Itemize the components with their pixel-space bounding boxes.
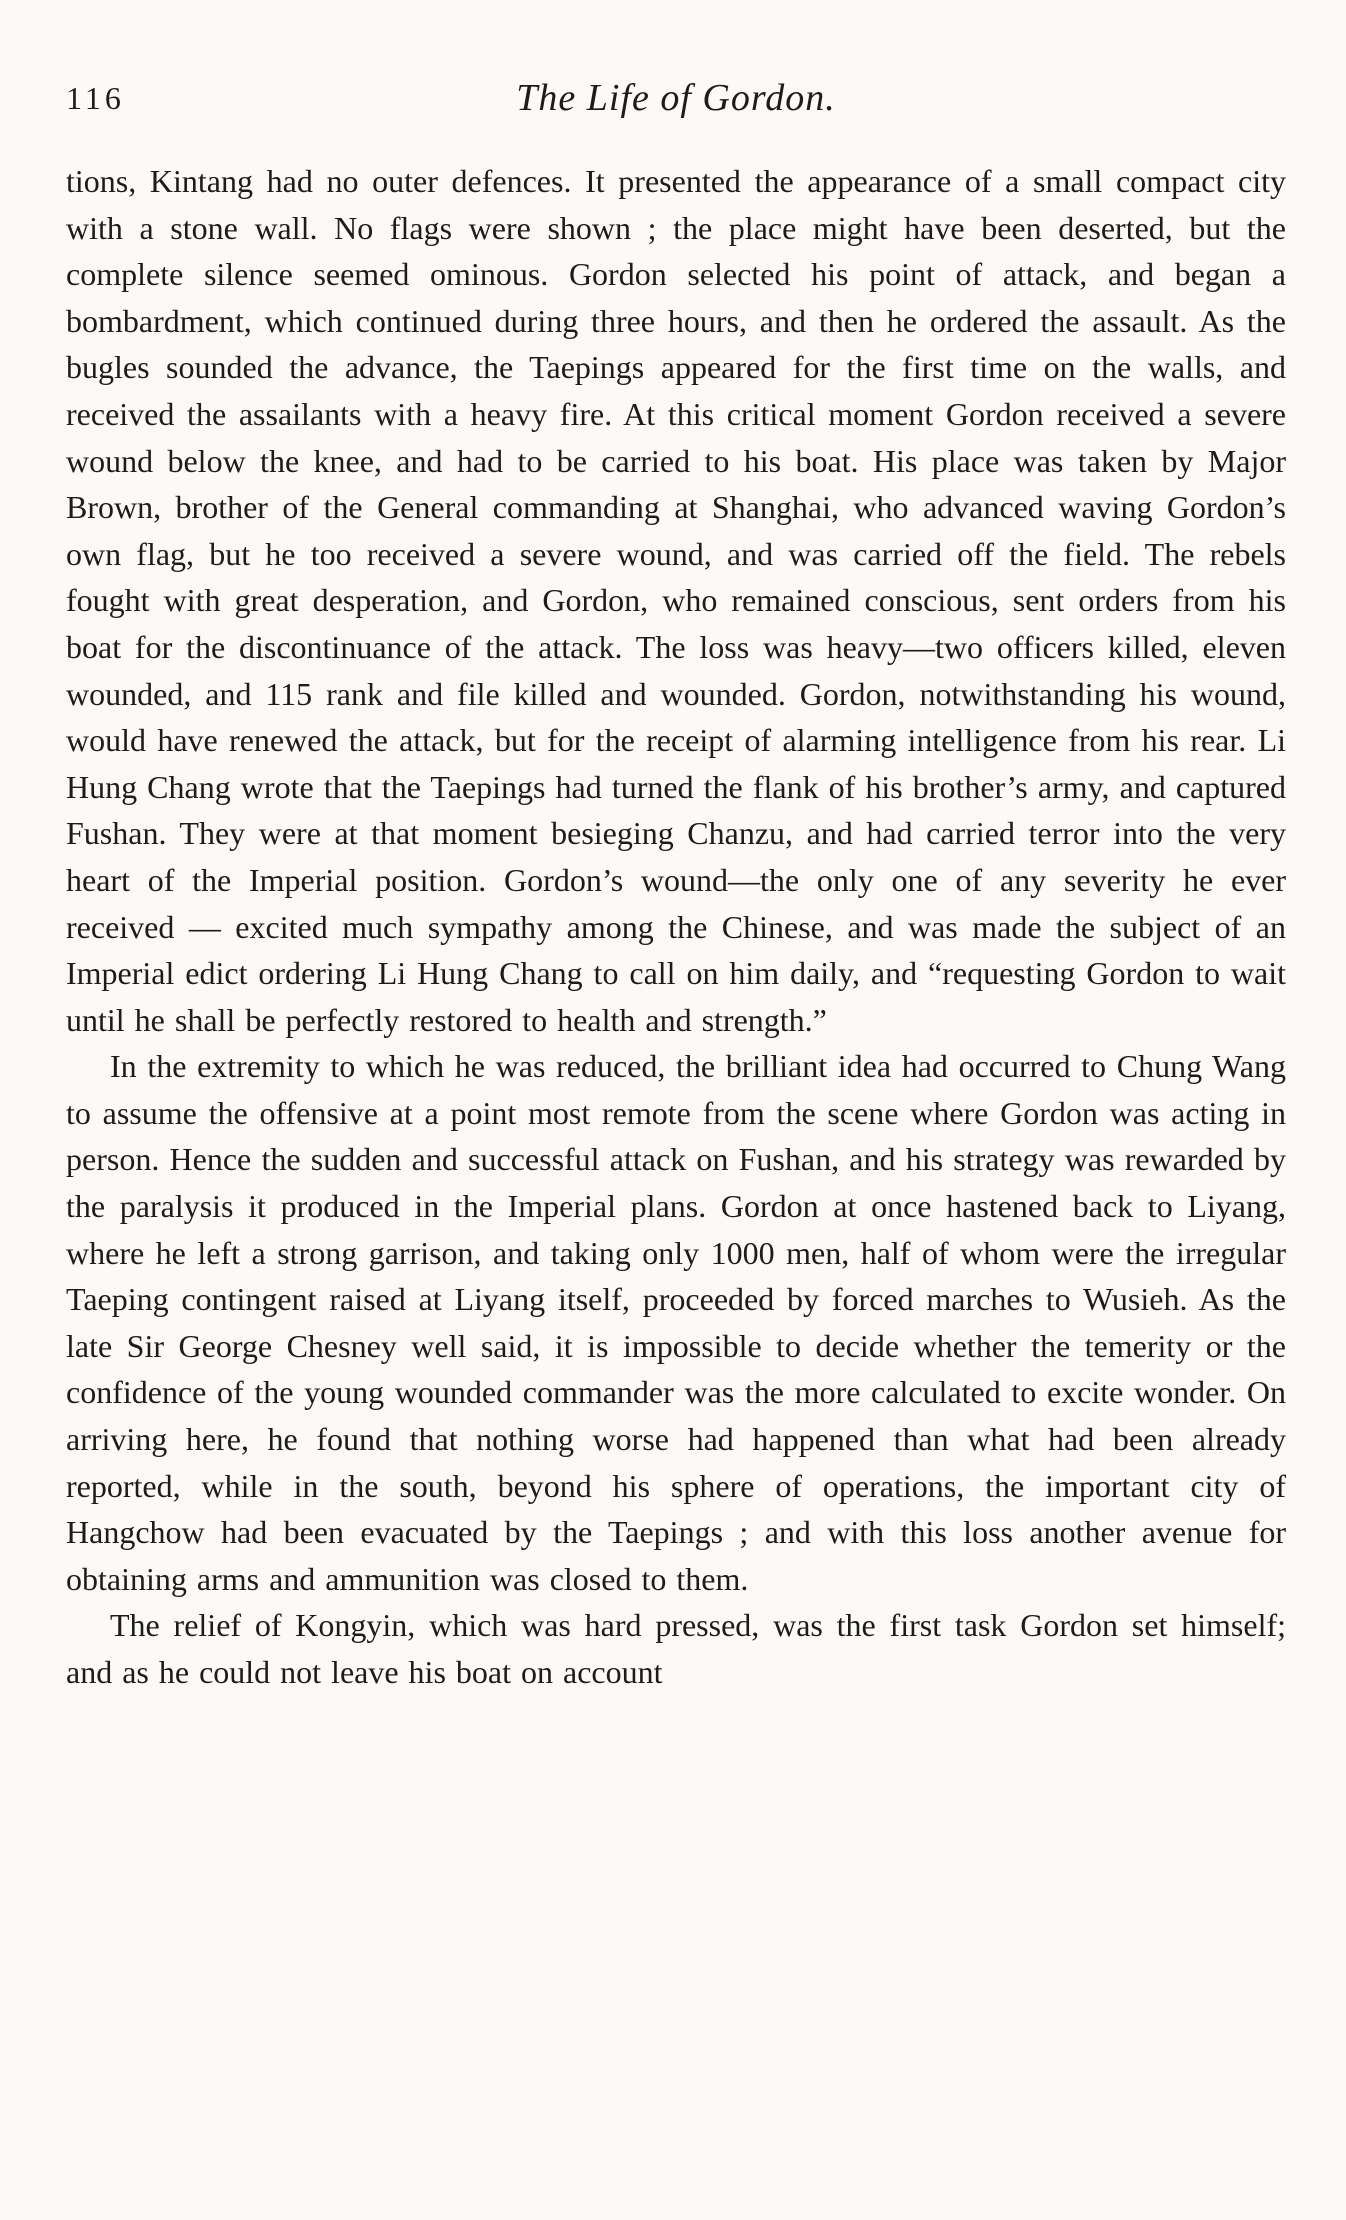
page-number: 116 [66, 80, 125, 116]
paragraph: In the extremity to which he was reduced, the brilliant idea had occurred to Chung Wang to assume the offensive at a point most remote from the scene where Gordon was acting in person. Hence the sudden and successful attack on Fushan, and his strategy was rewarded by the paralysis it produced in the Imperial plans. Gordon at once hastened back to Liyang, where he left a strong garrison, and taking only 1000 men, half of whom were the irregular Taeping contingent raised at Liyang itself, proceeded by forced marches to Wusieh. As the late Sir George Chesney well said, it is impossible to decide whether the temerity or the confidence of the young wounded commander was the more calculated to excite wonder. On arriving here, he found that nothing worse had happened than what had been already reported, while in the south, beyond his sphere of operations, the important city of Hangchow had been evacuated by the Taepings ; and with this loss another avenue for obtaining arms and ammunition was closed to them. [66, 1048, 1286, 1597]
page-header [66, 76, 1286, 128]
text-block [66, 158, 1286, 1696]
paragraph: The relief of Kongyin, which was hard pressed, was the first task Gordon set himself; and as he could not leave his boat on account [66, 1607, 1286, 1690]
paragraph-continuation: tions, Kintang had no outer defences. It presented the appearance of a small compact city with a stone wall. No flags were shown ; the place might have been deserted, but the complete silence seemed ominous. Gordon selected his point of attack, and began a bombardment, which continued during three hours, and then he ordered the assault. As the bugles sounded the advance, the Taepings appeared for the first time on the walls, and received the assailants with a heavy fire. At this critical moment Gordon received a severe wound below the knee, and had to be carried to his boat. His place was taken by Major Brown, brother of the General commanding at Shanghai, who advanced waving Gordon’s own flag, but he too received a severe wound, and was carried off the field. The rebels fought with great desperation, and Gordon, who remained conscious, sent orders from his boat for the discontinuance of the attack. The loss was heavy—two officers killed, eleven wounded, and 115 rank and file killed and wounded. Gordon, notwithstanding his wound, would have renewed the attack, but for the receipt of alarming intelligence from his rear. Li Hung Chang wrote that the Taepings had turned the flank of his brother’s army, and captured Fushan. They were at that moment besieging Chanzu, and had carried terror into the very heart of the Imperial position. Gordon’s wound—the only one of any severity he ever received — excited much sympathy among the Chinese, and was made the subject of an Imperial edict ordering Li Hung Chang to call on him daily, and “requesting Gordon to wait until he shall be perfectly restored to health and strength.” [66, 163, 1286, 1038]
running-title: The Life of Gordon. [516, 77, 836, 119]
